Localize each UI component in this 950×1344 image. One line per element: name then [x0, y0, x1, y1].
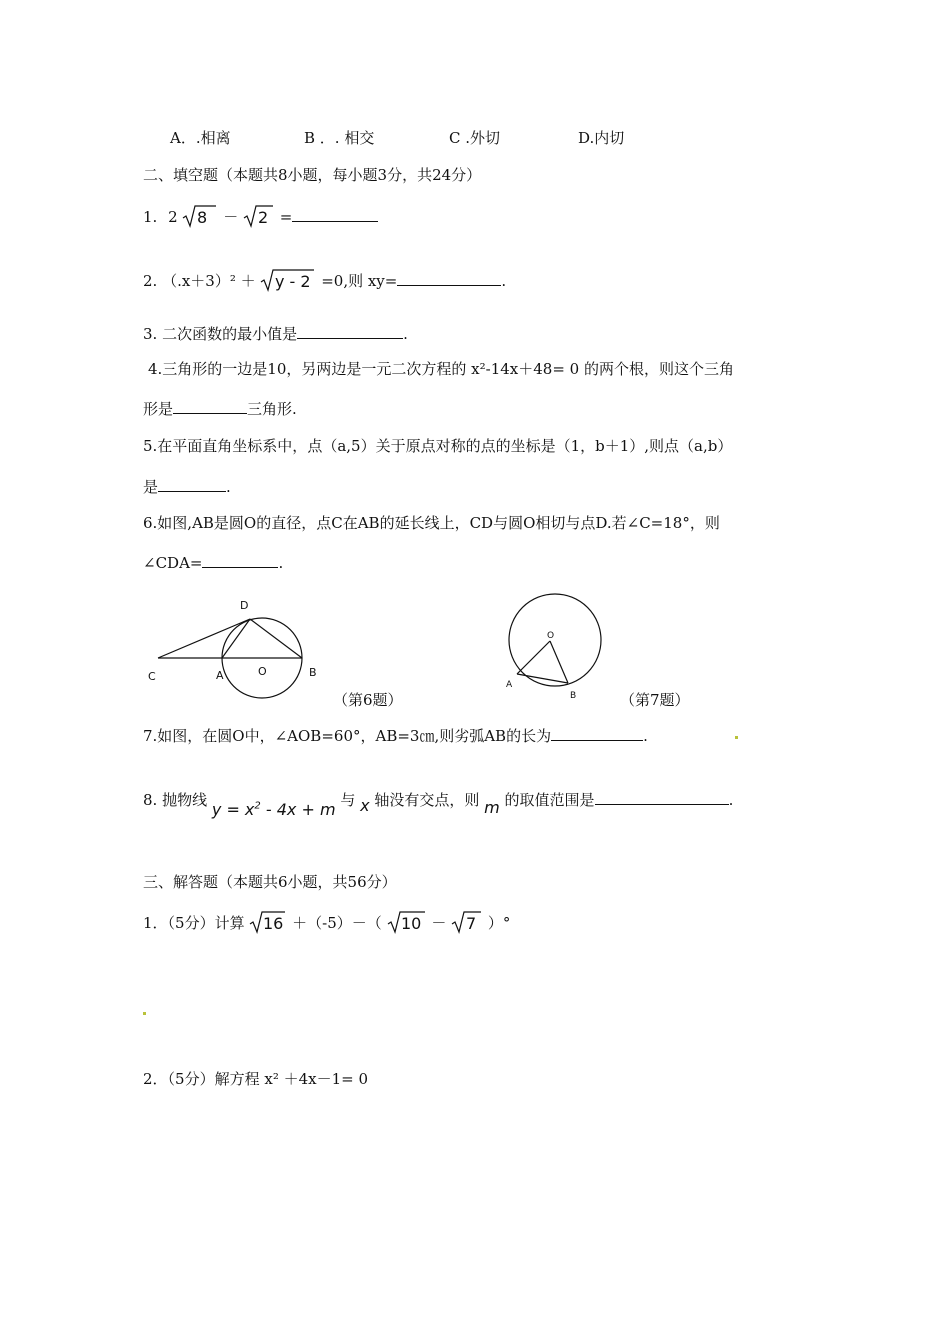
fig7-label-b: B: [570, 691, 577, 701]
q8-tail: 的取值范围是: [504, 791, 595, 809]
fig6-chord-bd: [250, 619, 302, 658]
q7-text: 7.如图，在圆O中，∠AOB=60°，AB=3㎝,则劣弧AB的长为: [143, 727, 552, 745]
sqrt-y-minus-2-radicand: y - 2: [275, 272, 312, 291]
fig6-label-o: O: [258, 665, 267, 678]
q3-text: 3. 二次函数的最小值是: [143, 325, 298, 343]
q8-mid: 与: [340, 791, 356, 809]
q6-pre: ∠CDA=: [143, 554, 203, 572]
p1-tail: ）°: [487, 914, 511, 932]
choice-b: B ．. 相交: [304, 129, 375, 147]
q4-post: 三角形.: [247, 400, 297, 418]
question-6-line-1: 6.如图,AB是圆O的直径，点C在AB的延长线上，CD与圆O相切与点D.若∠C=18°，则: [143, 514, 720, 532]
q8-parabola-formula: [212, 800, 336, 819]
q8-eq: = x: [226, 800, 255, 819]
q2-lead: 2. （.x＋3）² ＋: [143, 272, 256, 290]
sqrt-8: [182, 203, 218, 233]
q6-post: .: [278, 554, 284, 572]
question-1: [143, 203, 378, 233]
q1-number: 1.: [143, 208, 158, 226]
question-5-line-1: 5.在平面直角坐标系中，点（a,5）关于原点对称的点的坐标是（1，b＋1）,则点（a,b）: [143, 437, 733, 455]
fig7-radius-ob: [550, 641, 568, 683]
fig7-label-a: A: [506, 680, 513, 690]
q8-end: .: [728, 791, 734, 809]
q8-y: y: [211, 800, 222, 819]
figure-6-diagram: [140, 595, 340, 705]
question-5-line-2: [143, 476, 231, 497]
fig6-label-a: A: [216, 669, 224, 682]
figure-6-caption: （第6题）: [333, 691, 403, 709]
figure-7-diagram: [500, 590, 610, 702]
q2-tail: =0,则 xy=: [321, 272, 398, 290]
scan-speck: [143, 1012, 146, 1015]
q5-post: .: [226, 478, 231, 496]
figure-7-caption: （第7题）: [620, 691, 690, 709]
q7-answer-blank[interactable]: [551, 726, 643, 741]
question-6-line-2: [143, 553, 283, 572]
problem-1: [143, 909, 510, 939]
q1-coefficient: 2: [168, 208, 178, 226]
q1-equals: =: [279, 208, 293, 226]
q1-minus: －: [223, 208, 239, 226]
q8-exponent: 2: [254, 800, 261, 812]
q2-end: .: [501, 272, 507, 290]
fig7-circle: [509, 594, 601, 686]
choice-d: D.内切: [578, 129, 625, 147]
q4-pre: 形是: [143, 400, 174, 418]
fig6-label-b: B: [309, 666, 317, 679]
question-2: [143, 267, 506, 297]
sqrt-y-minus-2: [260, 267, 316, 297]
section-title-solve: 三、解答题（本题共6小题，共56分）: [143, 873, 397, 891]
q8-mid2: 轴没有交点，则: [374, 791, 480, 809]
p1-lead: 1．（5分）计算: [143, 914, 245, 932]
q8-answer-blank[interactable]: [595, 790, 729, 805]
sqrt-2-radicand: 2: [258, 208, 269, 227]
question-4-line-2: [143, 398, 297, 419]
q3-answer-blank[interactable]: [297, 324, 403, 339]
q5-answer-blank[interactable]: [158, 477, 226, 492]
q2-answer-blank[interactable]: [397, 271, 501, 286]
q8-pre: 8. 抛物线: [143, 791, 208, 809]
scan-speck: [735, 736, 738, 739]
sqrt-10-radicand: 10: [400, 914, 421, 933]
q5-pre: 是: [143, 478, 159, 496]
sqrt-16: [249, 909, 287, 939]
q8-x: x: [360, 796, 370, 815]
q8-m: m: [484, 798, 500, 817]
sqrt-16-radicand: 16: [263, 914, 284, 933]
fig6-label-d: D: [240, 599, 249, 612]
q6-answer-blank[interactable]: [202, 553, 278, 568]
sqrt-7: [451, 909, 483, 939]
q7-end: .: [643, 727, 648, 745]
fig7-radius-oa: [517, 641, 550, 674]
sqrt-7-radicand: 7: [466, 914, 477, 933]
fig7-chord-ab: [517, 674, 568, 683]
question-7: [143, 725, 648, 746]
fig7-label-o: O: [547, 631, 555, 641]
p1-mid: ＋（-5）－（: [292, 914, 382, 932]
question-4-line-1: 4.三角形的一边是10，另两边是一元二次方程的 x²-14x＋48= 0 的两个根，则这个三角: [148, 360, 734, 378]
fig6-label-c: C: [148, 670, 156, 683]
section-title-fill-in: 二、填空题（本题共8小题，每小题3分，共24分）: [143, 166, 482, 184]
choice-c: C .外切: [449, 129, 501, 147]
q1-answer-blank[interactable]: [292, 207, 378, 222]
question-3: [143, 323, 408, 344]
sqrt-10: [387, 909, 427, 939]
problem-2: 2．（5分）解方程 x² ＋4x－1= 0: [143, 1070, 369, 1088]
sqrt-2: [243, 203, 275, 233]
choice-a: A．.相离: [170, 129, 231, 147]
q8-rest: - 4x + m: [260, 800, 336, 819]
q3-end: .: [403, 325, 408, 343]
q4-answer-blank[interactable]: [173, 399, 247, 414]
sqrt-8-radicand: 8: [197, 208, 208, 227]
p1-minus: －: [431, 914, 447, 932]
question-8: [143, 789, 734, 819]
